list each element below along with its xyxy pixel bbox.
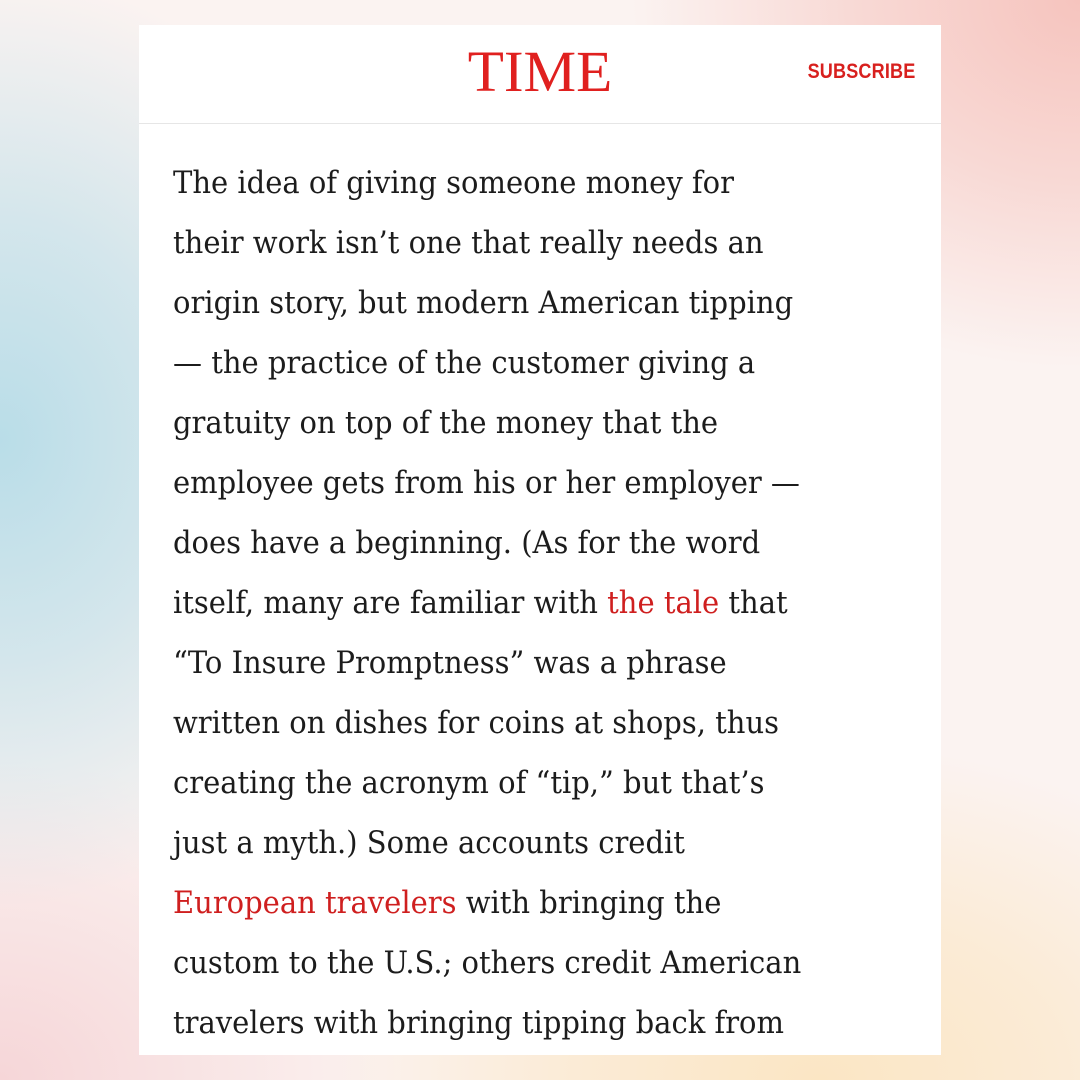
link-european-travelers[interactable]: European travelers [173,885,457,921]
article-line: just a myth.) Some accounts credit [173,825,685,861]
article-line: travelers with bringing tipping back from [173,1005,784,1041]
article-line: The idea of giving someone money for [173,165,734,201]
article-text: that [719,585,788,621]
article-body [173,153,884,1053]
article-text: itself, many are familiar with [173,585,608,621]
article-text: with bringing the [456,885,722,921]
subscribe-link[interactable]: SUBSCRIBE [807,60,915,83]
site-header [139,25,941,124]
article-line: custom to the U.S.; others credit American [173,945,802,981]
article-line: “To Insure Promptness” was a phrase [173,645,727,681]
article-card [139,25,941,1055]
article-line: creating the acronym of “tip,” but that’s [173,765,765,801]
article-line: does have a beginning. (As for the word [173,525,761,561]
article-line [173,573,884,633]
article-line: written on dishes for coins at shops, thus [173,705,780,741]
time-logo[interactable]: TIME [467,39,613,104]
article-line: origin story, but modern American tipping [173,285,794,321]
article-line [173,873,884,933]
article-line: — the practice of the customer giving a [173,345,756,381]
article-line: gratuity on top of the money that the [173,405,719,441]
article-line: their work isn’t one that really needs an [173,225,764,261]
article-line: employee gets from his or her employer — [173,465,800,501]
link-the-tale[interactable]: the tale [607,585,720,621]
